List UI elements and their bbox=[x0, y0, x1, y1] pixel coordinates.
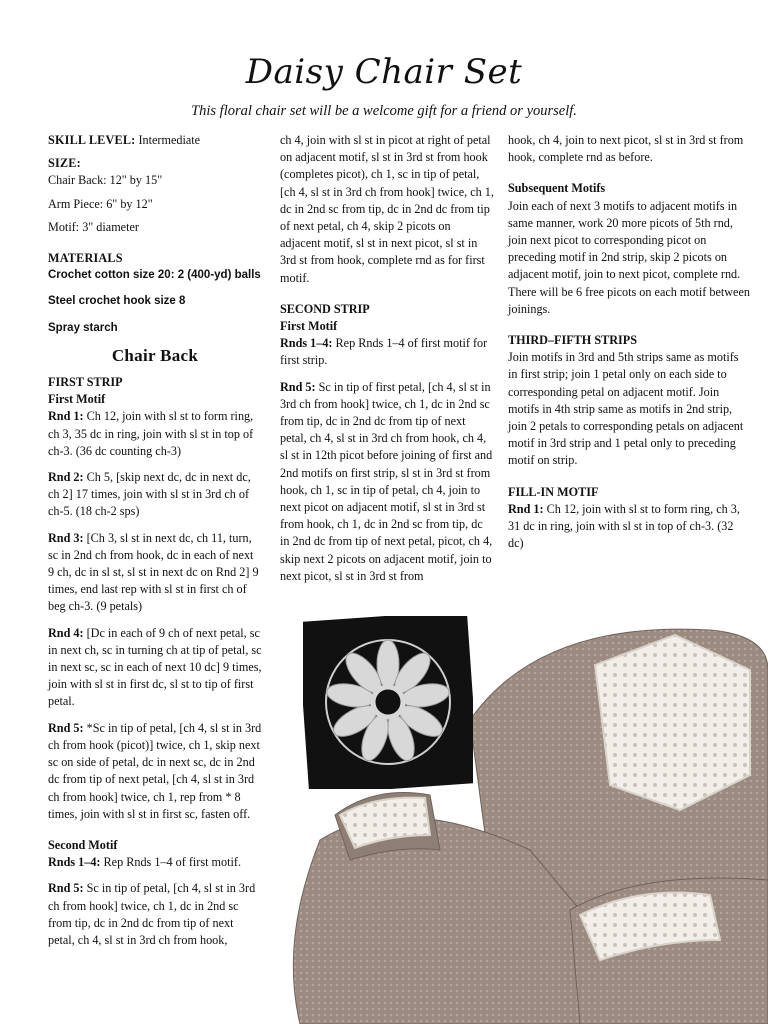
size-label: SIZE: bbox=[48, 156, 81, 171]
chair-back-lace bbox=[595, 635, 750, 810]
second-motif-heading: Second Motif bbox=[48, 837, 118, 852]
size-arm: Arm Piece: 6" by 12" bbox=[48, 196, 153, 211]
col2-rnd5-text: Sc in tip of first petal, [ch 4, sl st in 3rd ch from hook] twice, ch 1, dc in 2nd sc from tip, dc in 2nd dc from tip of next petal, ch 4, sl st in 3rd ch from hook, ch 4, sl st in 12th picot before joining of first and 2nd motifs on first strip, sl st in 3rd st from hook, ch 1, sc in tip of petal, ch 4, join to next picot on adjacent motif, sl st in 3rd st from hook, ch 1, dc in 2nd sc from tip, dc in 2nd dc from tip of next petal, picot, ch 4, skip next 2 picots on adjacent motif, join to next picot, sl st in 3rd st from bbox=[280, 379, 493, 583]
rnd4-label: Rnd 4: bbox=[48, 625, 84, 640]
third-fifth-text: Join motifs in 3rd and 5th strips same as motifs in first strip; join 1 petal only on each side to corresponding petal on adjacent motif. Join motifs in 4th strip same as motifs in 2nd strip, join 2 petals to corresponding petals on adjacent motif in 3rd strip and 1 petal only to preceding motif on strip. bbox=[508, 350, 744, 468]
second-strip-heading: SECOND STRIP bbox=[280, 301, 370, 316]
rnd5b-label: Rnd 5: bbox=[48, 881, 84, 896]
rnd3-label: Rnd 3: bbox=[48, 530, 84, 545]
col2-rnds14-text: Rep Rnds 1–4 of first motif for first strip. bbox=[280, 336, 488, 368]
first-motif-heading: First Motif bbox=[48, 392, 106, 407]
third-fifth-heading: THIRD–FIFTH STRIPS bbox=[508, 333, 638, 348]
page-title: Daisy Chair Set bbox=[245, 52, 523, 92]
rnd5-label: Rnd 5: bbox=[48, 720, 84, 735]
subsequent-motifs-heading: Subsequent Motifs bbox=[508, 181, 606, 196]
rnd5b-text: Sc in tip of petal, [ch 4, sl st in 3rd ch from hook] twice, ch 1, dc in 2nd sc from tip, dc in 2nd dc from tip of next petal, ch 4, sl st in 3rd ch from hook, bbox=[48, 881, 256, 947]
subsequent-motifs-text: Join each of next 3 motifs to adjacent motifs in same manner, work 20 more picots of 5th rnd, join next picot to corresponding picot on preceding motif in 2nd strip, skip 2 picots on adjacent motif, join to next picot, complete rnd. There will be 6 free picots on each motif between joinings. bbox=[508, 198, 750, 316]
rnd3-text: [Ch 3, sl st in next dc, ch 11, turn, sc in 2nd ch from hook, dc in each of next 9 ch, dc in sl st, sl st in next dc on Rnd 2] 9 times, end last rep with sl st in first ch of beg ch-3. (9 petals) bbox=[48, 530, 259, 614]
col2-rnds14-label: Rnds 1–4: bbox=[280, 336, 333, 351]
rnd1-text: Ch 12, join with sl st to form ring, ch 3, 35 dc in ring, join with sl st in top of ch-3. (36 dc counting ch-3) bbox=[48, 409, 254, 458]
rnds14-text: Rep Rnds 1–4 of first motif. bbox=[100, 855, 241, 870]
first-strip-heading: FIRST STRIP bbox=[48, 375, 123, 390]
size-chair: Chair Back: 12" by 15" bbox=[48, 173, 163, 188]
page-subtitle: This floral chair set will be a welcome gift for a friend or yourself. bbox=[191, 103, 577, 119]
rnd2-text: Ch 5, [skip next dc, dc in next dc, ch 2] 17 times, join with sl st in 3rd ch of ch-5. (18 ch-2 sps) bbox=[48, 470, 251, 519]
col2-rnd5-label: Rnd 5: bbox=[280, 379, 316, 394]
fill-in-rnd1-text: Ch 12, join with sl st to form ring, ch 3, 31 dc in ring, join with sl st in top of ch-3. (32 dc) bbox=[508, 501, 740, 551]
rnd4-text: [Dc in each of 9 ch of next petal, sc in next ch, sc in turning ch at tip of petal, sc in next sc, sc in each of next 10 dc] 9 times, join with sl st in first dc, sl st to tip of first petal. bbox=[48, 625, 262, 709]
second-strip-first-motif: First Motif bbox=[280, 319, 338, 334]
size-motif: Motif: 3" diameter bbox=[48, 219, 139, 234]
fill-in-heading: FILL-IN MOTIF bbox=[508, 484, 599, 499]
column-1 bbox=[48, 132, 262, 958]
doily-photo bbox=[303, 616, 473, 789]
rnd5-text: *Sc in tip of petal, [ch 4, sl st in 3rd ch from hook (picot)] twice, ch 1, skip next sc on side of petal, dc in next sc, dc in 2nd dc from tip of next petal, [ch 4, sl st in 3rd ch from hook] twice, ch 1, rep from * 8 times, join with sl st in first sc, fasten off. bbox=[48, 720, 262, 821]
materials-label: MATERIALS bbox=[48, 251, 123, 266]
skill-value: Intermediate bbox=[135, 133, 201, 147]
material-starch: Spray starch bbox=[48, 321, 118, 334]
col3-paragraph-1: hook, ch 4, join to next picot, sl st in 3rd st from hook, complete rnd as before. bbox=[508, 133, 744, 165]
rnd1-label: Rnd 1: bbox=[48, 409, 84, 424]
fill-in-rnd1-label: Rnd 1: bbox=[508, 501, 544, 516]
column-3 bbox=[508, 132, 750, 561]
section-chair-back: Chair Back bbox=[111, 345, 199, 365]
skill-label: SKILL LEVEL: bbox=[48, 133, 136, 147]
material-hook: Steel crochet hook size 8 bbox=[48, 295, 186, 308]
rnds14-label: Rnds 1–4: bbox=[48, 855, 101, 870]
column-2 bbox=[280, 132, 494, 594]
col2-paragraph-1: ch 4, join with sl st in picot at right of petal on adjacent motif, sl st in 3rd st from hook (completes picot), ch 1, sc in tip of petal, [ch 4, sl st in 3rd ch from hook] twice, ch 1, dc in 2nd sc from tip, dc in 2nd dc from tip of next petal, ch 4, skip 2 picots on adjacent motif, sl st in next picot, sl st in 3rd st from hook, complete rnd as for first motif. bbox=[280, 133, 494, 285]
rnd2-label: Rnd 2: bbox=[48, 470, 84, 485]
material-cotton: Crochet cotton size 20: 2 (400-yd) balls bbox=[48, 269, 261, 282]
